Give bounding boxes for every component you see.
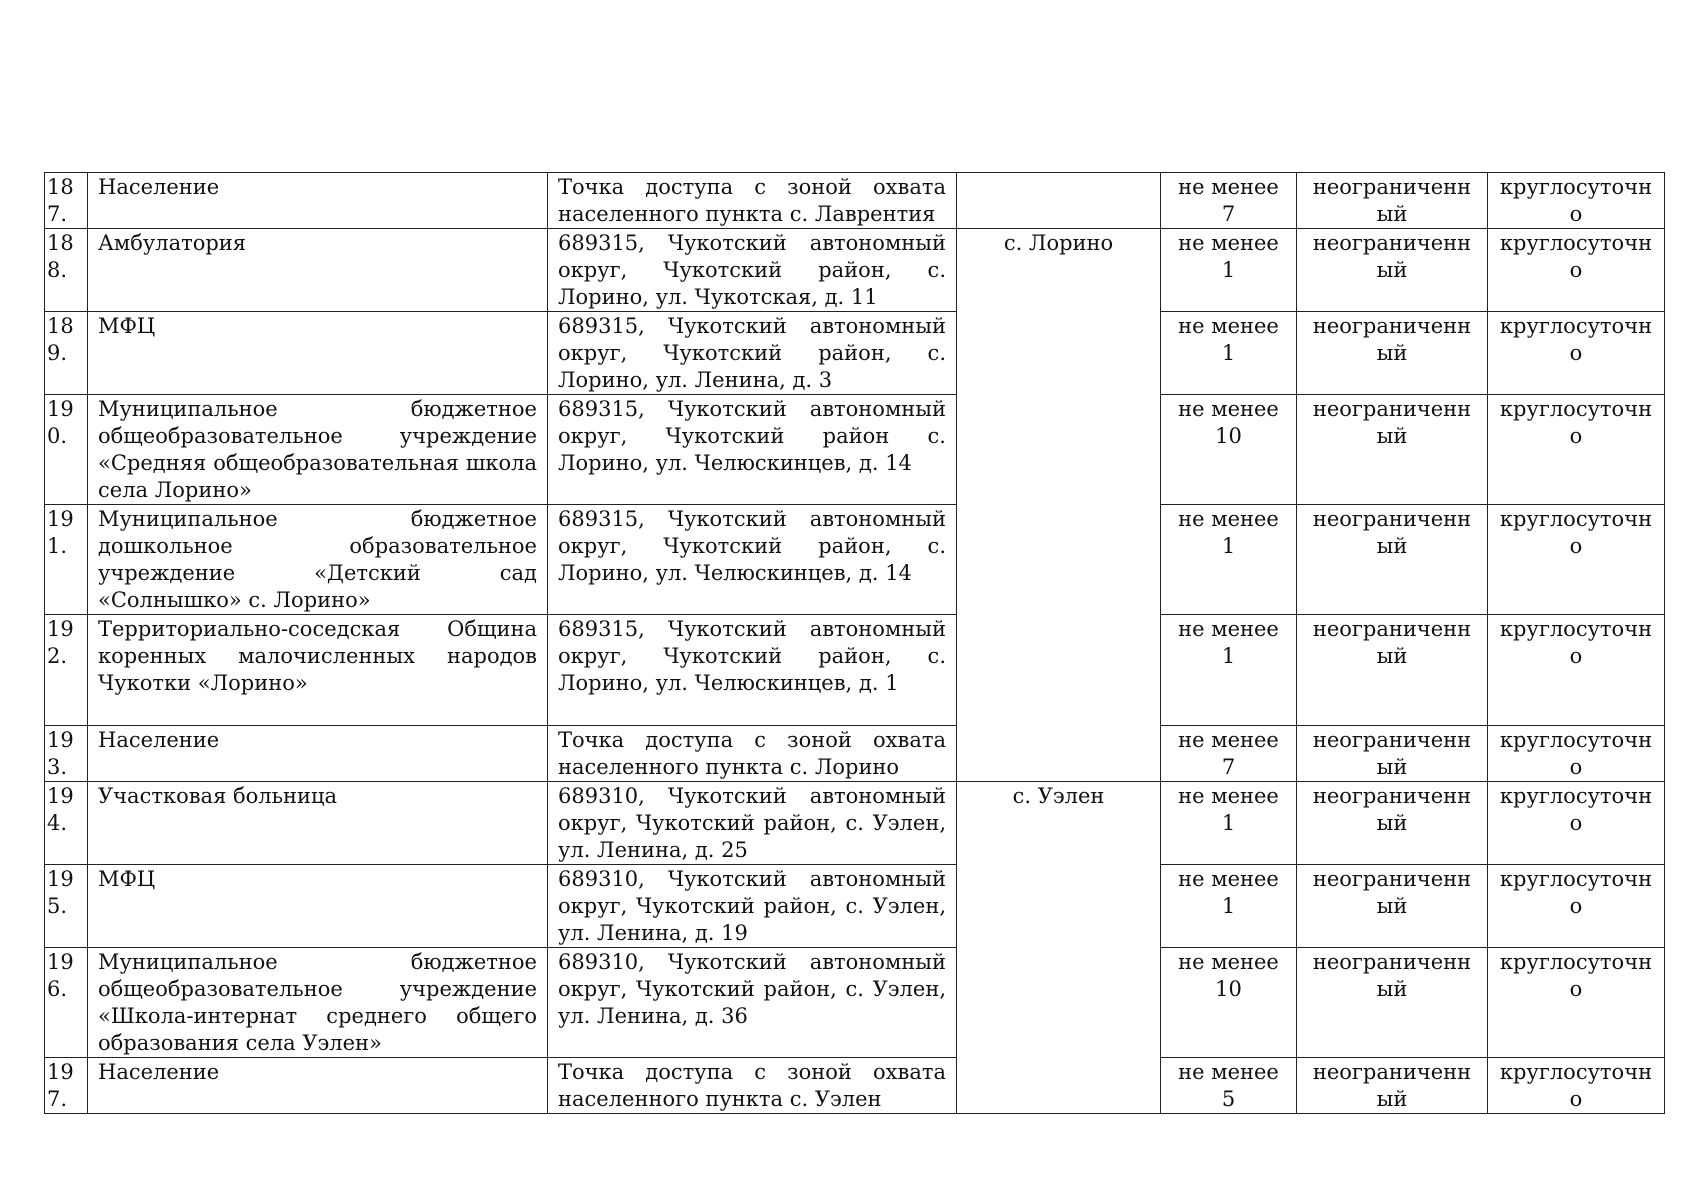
- row-number: 189.: [45, 312, 88, 395]
- traffic-cell: неограниченный: [1297, 948, 1488, 1058]
- object-name: Участковая больница: [88, 782, 548, 865]
- traffic-cell: неограниченный: [1297, 726, 1488, 782]
- object-name: Население: [88, 726, 548, 782]
- hours-cell: круглосуточно: [1488, 505, 1665, 615]
- row-number: 194.: [45, 782, 88, 865]
- object-name: Муниципальное бюджетное дошкольное образовательное учреждение «Детский сад «Солнышко» с. Лорино»: [88, 505, 548, 615]
- settlement-cell: с. Лорино: [957, 229, 1161, 782]
- traffic-cell: неограниченный: [1297, 505, 1488, 615]
- hours-cell: круглосуточно: [1488, 615, 1665, 726]
- traffic-cell: неограниченный: [1297, 395, 1488, 505]
- hours-cell: круглосуточно: [1488, 173, 1665, 229]
- table-row: [45, 505, 1665, 615]
- hours-cell: круглосуточно: [1488, 312, 1665, 395]
- hours-cell: круглосуточно: [1488, 948, 1665, 1058]
- table-row: [45, 395, 1665, 505]
- traffic-cell: неограниченный: [1297, 173, 1488, 229]
- object-address: 689315, Чукотский автономный округ, Чукотский район, с. Лорино, ул. Челюскинцев, д. 14: [548, 505, 957, 615]
- table-row: [45, 726, 1665, 782]
- row-number: 193.: [45, 726, 88, 782]
- hours-cell: круглосуточно: [1488, 229, 1665, 312]
- settlement-cell: с. Уэлен: [957, 782, 1161, 1114]
- speed-cell: не менее 1: [1161, 229, 1297, 312]
- object-name: Население: [88, 1058, 548, 1114]
- table-row: [45, 865, 1665, 948]
- object-name: Население: [88, 173, 548, 229]
- row-number: 191.: [45, 505, 88, 615]
- speed-cell: не менее 7: [1161, 726, 1297, 782]
- row-number: 190.: [45, 395, 88, 505]
- hours-cell: круглосуточно: [1488, 726, 1665, 782]
- table-row: [45, 615, 1665, 726]
- object-name: Амбулатория: [88, 229, 548, 312]
- traffic-cell: неограниченный: [1297, 229, 1488, 312]
- traffic-cell: неограниченный: [1297, 782, 1488, 865]
- object-address: 689315, Чукотский автономный округ, Чукотский район с. Лорино, ул. Челюскинцев, д. 14: [548, 395, 957, 505]
- object-address: 689310, Чукотский автономный округ, Чукотский район, с. Уэлен, ул. Ленина, д. 19: [548, 865, 957, 948]
- traffic-cell: неограниченный: [1297, 1058, 1488, 1114]
- object-address: 689315, Чукотский автономный округ, Чукотский район, с. Лорино, ул. Ленина, д. 3: [548, 312, 957, 395]
- settlement-cell-empty: [957, 173, 1161, 229]
- data-table: [44, 172, 1665, 1114]
- speed-cell: не менее 1: [1161, 782, 1297, 865]
- row-number: 188.: [45, 229, 88, 312]
- object-name: МФЦ: [88, 312, 548, 395]
- object-name: Территориально-соседская Община коренных малочисленных народов Чукотки «Лорино»: [88, 615, 548, 726]
- table-row: [45, 173, 1665, 229]
- speed-cell: не менее 1: [1161, 865, 1297, 948]
- speed-cell: не менее 1: [1161, 312, 1297, 395]
- traffic-cell: неограниченный: [1297, 312, 1488, 395]
- object-name: Муниципальное бюджетное общеобразовательное учреждение «Школа-интернат среднего общего образования села Уэлен»: [88, 948, 548, 1058]
- speed-cell: не менее 10: [1161, 948, 1297, 1058]
- hours-cell: круглосуточно: [1488, 395, 1665, 505]
- table-row: [45, 1058, 1665, 1114]
- object-address: 689310, Чукотский автономный округ, Чукотский район, с. Уэлен, ул. Ленина, д. 25: [548, 782, 957, 865]
- table-row: [45, 229, 1665, 312]
- table-row: [45, 782, 1665, 865]
- object-address: 689315, Чукотский автономный округ, Чукотский район, с. Лорино, ул. Чукотская, д. 11: [548, 229, 957, 312]
- speed-cell: не менее 10: [1161, 395, 1297, 505]
- speed-cell: не менее 7: [1161, 173, 1297, 229]
- object-address: Точка доступа с зоной охвата населенного пункта с. Лаврентия: [548, 173, 957, 229]
- hours-cell: круглосуточно: [1488, 1058, 1665, 1114]
- object-address: 689315, Чукотский автономный округ, Чукотский район, с. Лорино, ул. Челюскинцев, д. 1: [548, 615, 957, 726]
- speed-cell: не менее 5: [1161, 1058, 1297, 1114]
- row-number: 197.: [45, 1058, 88, 1114]
- row-number: 196.: [45, 948, 88, 1058]
- object-name: МФЦ: [88, 865, 548, 948]
- hours-cell: круглосуточно: [1488, 865, 1665, 948]
- table-row: [45, 948, 1665, 1058]
- speed-cell: не менее 1: [1161, 615, 1297, 726]
- table-row: [45, 312, 1665, 395]
- object-address: Точка доступа с зоной охвата населенного пункта с. Лорино: [548, 726, 957, 782]
- object-address: Точка доступа с зоной охвата населенного пункта с. Уэлен: [548, 1058, 957, 1114]
- traffic-cell: неограниченный: [1297, 615, 1488, 726]
- row-number: 187.: [45, 173, 88, 229]
- object-name: Муниципальное бюджетное общеобразовательное учреждение «Средняя общеобразовательная школа села Лорино»: [88, 395, 548, 505]
- hours-cell: круглосуточно: [1488, 782, 1665, 865]
- object-address: 689310, Чукотский автономный округ, Чукотский район, с. Уэлен, ул. Ленина, д. 36: [548, 948, 957, 1058]
- row-number: 192.: [45, 615, 88, 726]
- row-number: 195.: [45, 865, 88, 948]
- traffic-cell: неограниченный: [1297, 865, 1488, 948]
- speed-cell: не менее 1: [1161, 505, 1297, 615]
